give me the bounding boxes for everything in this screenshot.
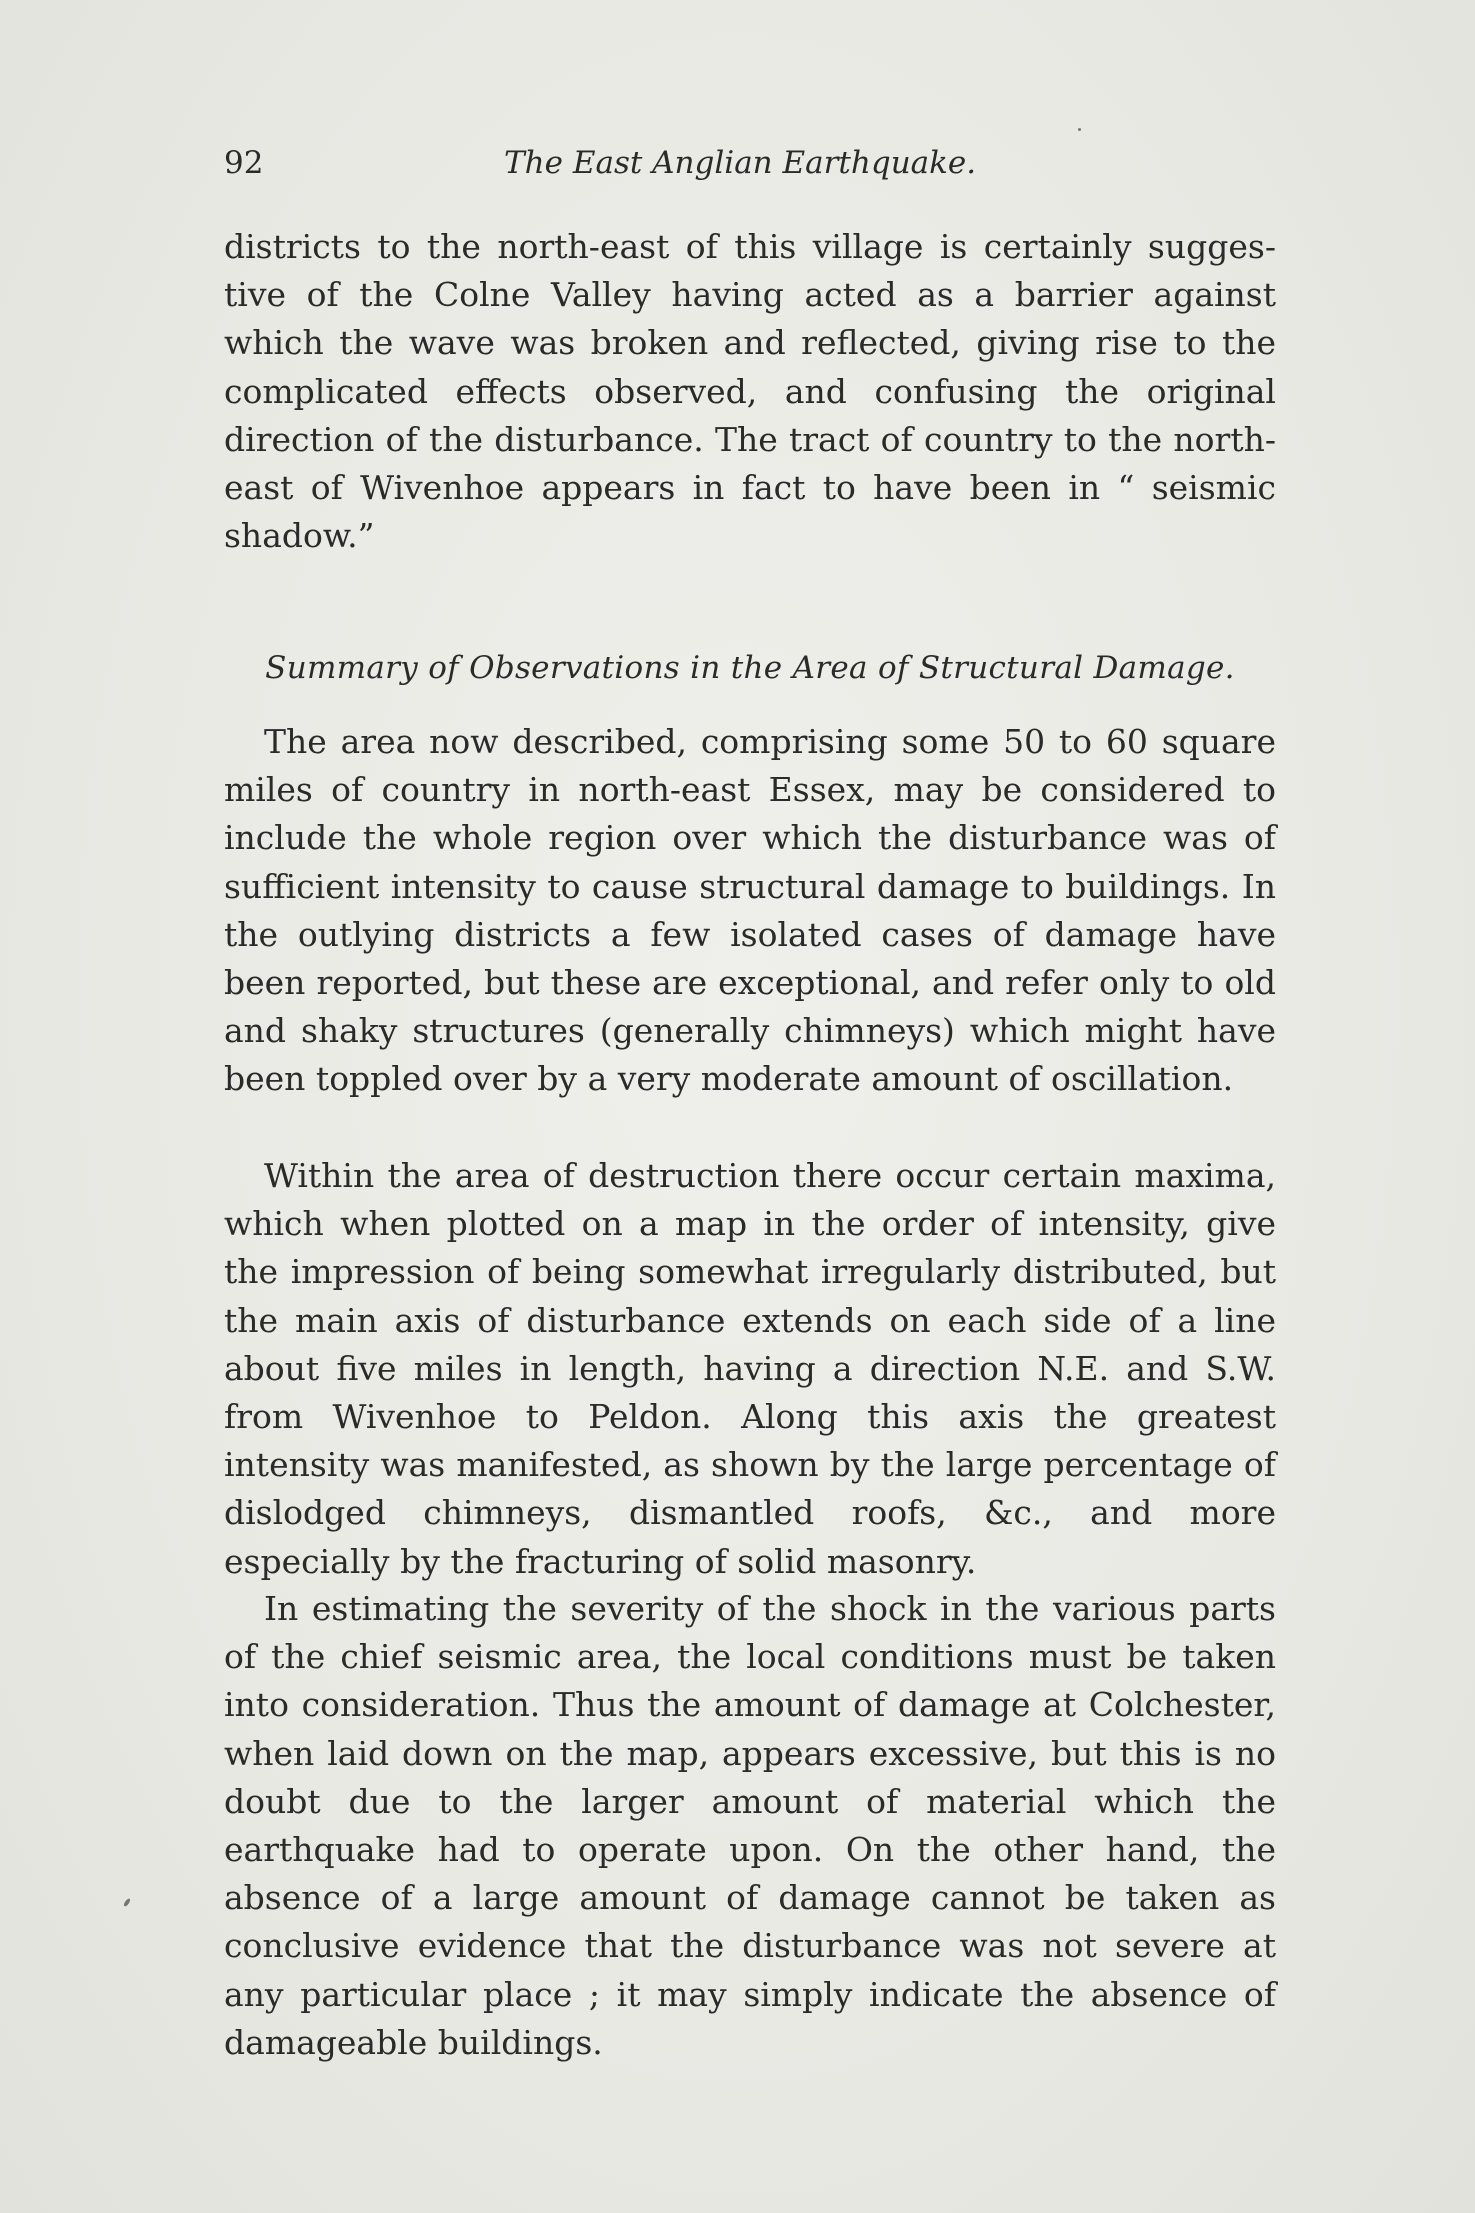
paragraph-continuation: districts to the north-east of this village is certainly sugges- tive of the Colne Valley having acted as a barrier against which the wave was broken and reflected, giving rise to the complicated effects observed, and confusing the original direction of the disturbance. The tract of country to the north-east of Wivenhoe appears in fact to have been in “ seismic shadow.” [224, 227, 1276, 556]
running-title: The East Anglian Earthquake. [504, 145, 977, 181]
running-head [224, 145, 1276, 195]
section-heading: Summary of Observations in the Area of Structural Damage. [265, 650, 1235, 686]
paragraph-estimating-severity: In estimating the severity of the shock in the various parts of the chief seismic area, the local conditions must be taken into consideration. Thus the amount of damage at Colchester, when laid down on the map, appears excessive, but this is no doubt due to the larger amount of material which the earthquake had to operate upon. On the other hand, the absence of a large amount of damage cannot be taken as conclusive evidence that the disturbance was not severe at any particular place ; it may simply indicate the absence of damageable buildings. [224, 1589, 1276, 2062]
paper-speck [123, 1898, 131, 1908]
page-number: 92 [224, 145, 264, 181]
paragraph-area-of-destruction: Within the area of destruction there occur certain maxima, which when plotted on a map in the order of intensity, give the impression of being somewhat irregularly distributed, but the main axis of disturbance extends on each side of a line about five miles in length, having a direction N.E. and S.W. from Wivenhoe to Peldon. Along this axis the greatest intensity was manifested, as shown by the large percentage of dislodged chimneys, dismantled roofs, &c., and more especially by the fracturing of solid masonry. [224, 1156, 1276, 1581]
paper-speck [1078, 128, 1081, 131]
paragraph-area-described: The area now described, comprising some 50 to 60 square miles of country in north-east Essex, may be considered to include the whole region over which the disturbance was of sufficient intensity to cause structural damage to buildings. In the outlying districts a few isolated cases of damage have been reported, but these are exceptional, and refer only to old and shaky structures (generally chimneys) which might have been toppled over by a very moderate amount of oscillation. [224, 722, 1276, 1099]
